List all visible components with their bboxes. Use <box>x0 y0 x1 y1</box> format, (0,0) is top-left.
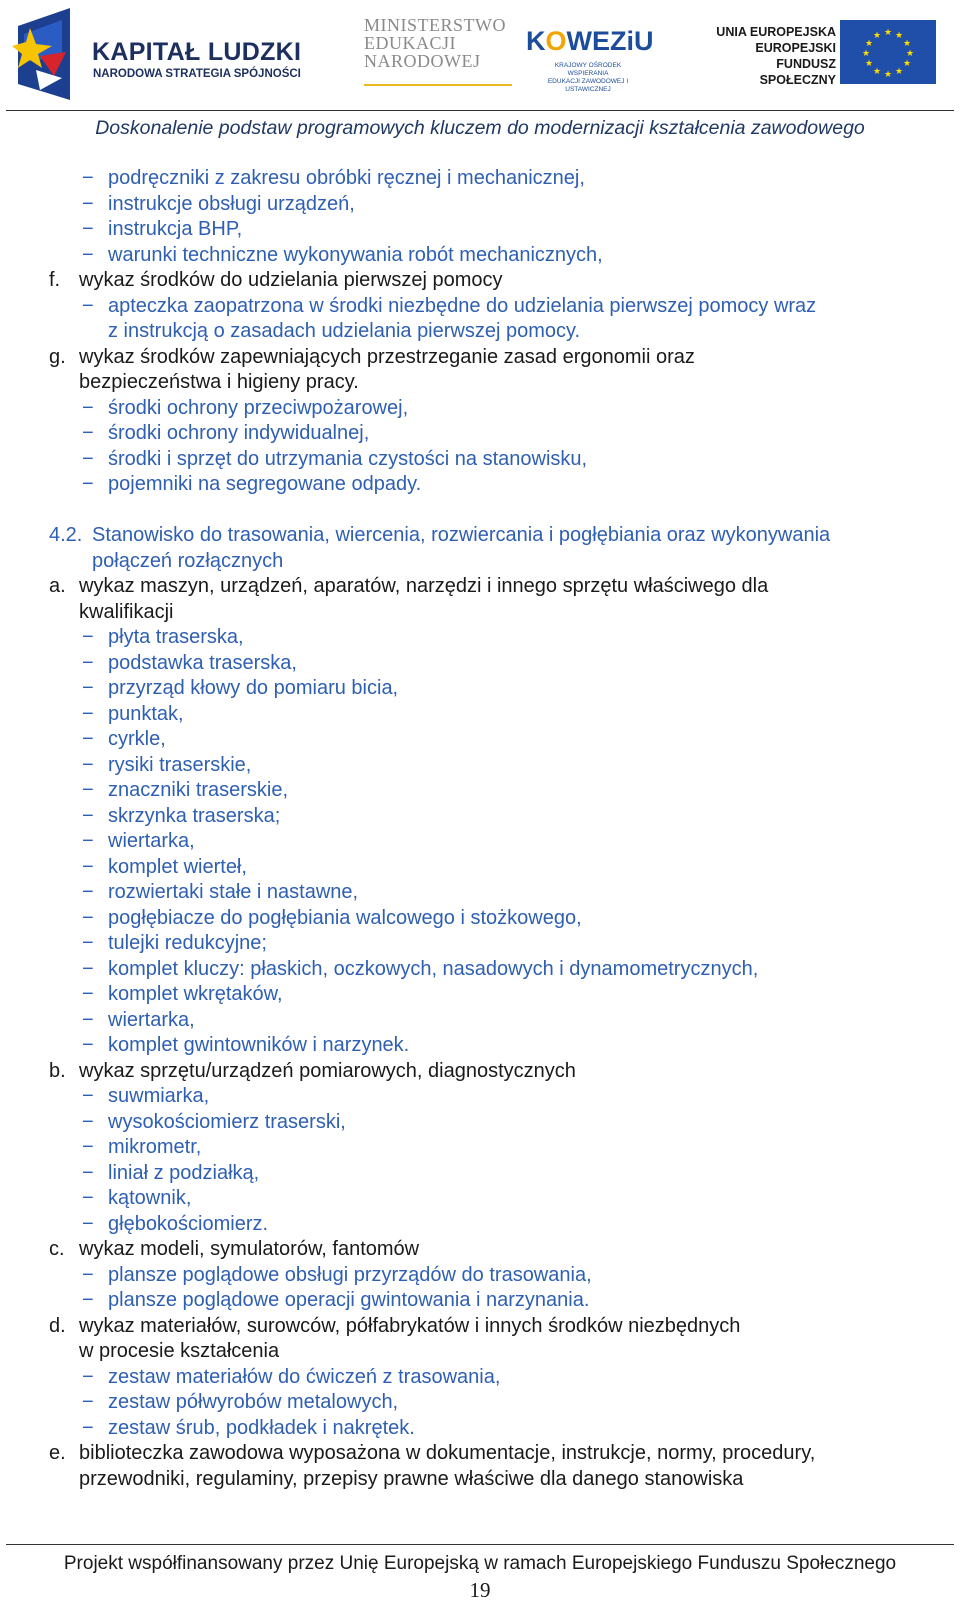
list-item: wysokościomierz traserski, <box>108 1110 346 1133</box>
list-item: punktak, <box>108 702 184 725</box>
footer-text: Projekt współfinansowany przez Unię Europejską w ramach Europejskiego Funduszu Społecznego <box>63 1553 897 1574</box>
dash-marker: − <box>82 651 94 674</box>
dash-marker: − <box>82 855 94 878</box>
list-item: przyrząd kłowy do pomiaru bicia, <box>108 677 399 699</box>
dash-marker: − <box>82 1187 94 1209</box>
kowezu-subtitle-1: KRAJOWY OŚRODEK WSPIERANIA <box>554 62 622 77</box>
section-number: 4.2. <box>49 524 83 546</box>
list-item-continuation: z instrukcją o zasadach udzielania pierwszej pomocy. <box>108 320 581 342</box>
list-item: płyta traserska, <box>108 626 244 648</box>
item-e-text-cont: przewodniki, regulaminy, przepisy prawne właściwe dla danego stanowiska <box>79 1467 744 1490</box>
list-item: środki ochrony indywidualnej, <box>108 422 370 444</box>
dash-marker: − <box>82 1136 94 1158</box>
svg-text:★: ★ <box>902 59 912 69</box>
dash-marker: − <box>82 957 94 980</box>
dash-marker: − <box>82 1416 94 1439</box>
svg-text:★: ★ <box>872 67 882 77</box>
list-item: zestaw materiałów do ćwiczeń z trasowania, <box>108 1365 501 1388</box>
list-item: rozwiertaki stałe i nastawne, <box>108 881 359 903</box>
dash-marker: − <box>82 1161 94 1184</box>
list-item: wiertarka, <box>108 1008 195 1031</box>
dash-marker: − <box>82 1110 94 1133</box>
ministry-line-1: MINISTERSTWO <box>364 15 506 35</box>
ministry-logo <box>364 16 512 86</box>
svg-text:★: ★ <box>861 49 871 59</box>
item-f-text: wykaz środków do udzielania pierwszej pomocy <box>79 269 503 291</box>
list-item: znaczniki traserskie, <box>108 779 289 801</box>
dash-marker: − <box>82 779 94 801</box>
list-item: tulejki redukcyjne; <box>108 932 267 954</box>
eu-line-2: EUROPEJSKI <box>755 41 836 55</box>
list-item: pogłębiacze do pogłębiania walcowego i stożkowego, <box>108 906 582 929</box>
item-c-text: wykaz modeli, symulatorów, fantomów <box>79 1238 420 1260</box>
kapital-ludzki-subtitle: NARODOWA STRATEGIA SPÓJNOŚCI <box>93 68 301 80</box>
dash-marker: − <box>82 983 94 1005</box>
item-b-text: wykaz sprzętu/urządzeń pomiarowych, diagnostycznych <box>79 1059 576 1082</box>
dash-marker: − <box>82 1085 94 1107</box>
kowezu-title-rest: WEZiU <box>566 26 654 56</box>
list-item: środki i sprzęt do utrzymania czystości na stanowisku, <box>108 447 588 470</box>
list-item: pojemniki na segregowane odpady. <box>108 473 422 495</box>
dash-marker: − <box>82 906 94 929</box>
dash-marker: − <box>82 702 94 725</box>
svg-text:★: ★ <box>864 59 874 69</box>
kowezu-title-k: K <box>526 26 546 56</box>
svg-text:★: ★ <box>905 49 915 59</box>
dash-marker: − <box>82 167 94 189</box>
dash-marker: − <box>82 1212 94 1235</box>
kowezu-title <box>526 26 654 57</box>
list-item: zestaw śrub, podkładek i nakrętek. <box>108 1416 415 1439</box>
svg-text:★: ★ <box>894 67 904 77</box>
list-item: komplet wkrętaków, <box>108 983 283 1005</box>
list-item: podręczniki z zakresu obróbki ręcznej i mechanicznej, <box>108 167 585 189</box>
page-number: 19 <box>469 1578 491 1602</box>
list-item: wiertarka, <box>108 830 195 852</box>
kowezu-subtitle <box>538 62 638 94</box>
item-d-text-cont: w procesie kształcenia <box>79 1340 280 1362</box>
list-item: głębokościomierz. <box>108 1212 269 1235</box>
dash-marker: − <box>82 804 94 827</box>
item-a-text: wykaz maszyn, urządzeń, aparatów, narzędzi i innego sprzętu właściwego dla <box>79 575 769 597</box>
eu-line-1: UNIA EUROPEJSKA <box>716 25 836 39</box>
eu-line-3: FUNDUSZ SPOŁECZNY <box>759 57 836 87</box>
dash-marker: − <box>82 1289 94 1311</box>
list-item: instrukcje obsługi urządzeń, <box>108 192 355 215</box>
item-marker-a: a. <box>49 575 66 597</box>
list-item: skrzynka traserska; <box>108 804 281 827</box>
dash-marker: − <box>82 396 94 419</box>
ministry-line-3: NARODOWEJ <box>364 51 481 71</box>
list-item: zestaw półwyrobów metalowych, <box>108 1391 399 1413</box>
dash-marker: − <box>82 677 94 699</box>
list-item: środki ochrony przeciwpożarowej, <box>108 396 409 419</box>
dash-marker: − <box>82 1263 94 1286</box>
list-item: komplet kluczy: płaskich, oczkowych, nasadowych i dynamometrycznych, <box>108 957 759 980</box>
kowezu-logo <box>526 14 654 93</box>
svg-text:★: ★ <box>894 31 904 41</box>
dash-marker: − <box>82 1391 94 1413</box>
list-item: cyrkle, <box>108 728 166 750</box>
kapital-ludzki-logo <box>6 4 311 104</box>
svg-text:★: ★ <box>872 31 882 41</box>
dash-marker: − <box>82 626 94 648</box>
dash-marker: − <box>82 218 94 240</box>
list-item: apteczka zaopatrzona w środki niezbędne do udzielania pierwszej pomocy wraz <box>108 294 817 317</box>
list-item: rysiki traserskie, <box>108 753 252 776</box>
dash-marker: − <box>82 294 94 317</box>
section-title-cont: połączeń rozłącznych <box>92 549 284 572</box>
eu-logo <box>700 16 948 86</box>
dash-marker: − <box>82 447 94 470</box>
item-g-text: wykaz środków zapewniających przestrzeganie zasad ergonomii oraz <box>79 345 695 368</box>
dash-marker: − <box>82 473 94 495</box>
kapital-ludzki-emblem-icon <box>10 6 74 102</box>
item-marker-f: f. <box>49 269 61 291</box>
item-marker-e: e. <box>49 1442 66 1464</box>
dash-marker: − <box>82 1365 94 1388</box>
dash-marker: − <box>82 753 94 776</box>
list-item: podstawka traserska, <box>108 651 297 674</box>
dash-marker: − <box>82 728 94 750</box>
svg-text:★: ★ <box>902 39 912 49</box>
dash-marker: − <box>82 932 94 954</box>
kowezu-title-o: O <box>545 26 567 56</box>
dash-marker: − <box>82 422 94 444</box>
list-item: liniał z podziałką, <box>108 1161 260 1184</box>
item-a-text-cont: kwalifikacji <box>79 600 174 623</box>
svg-text:★: ★ <box>883 70 893 80</box>
ministry-line-2: EDUKACJI <box>364 33 456 53</box>
item-marker-g: g. <box>49 345 66 368</box>
kapital-ludzki-title: KAPITAŁ LUDZKI <box>92 38 302 66</box>
list-item: plansze poglądowe operacji gwintowania i narzynania. <box>108 1289 590 1311</box>
list-item: warunki techniczne wykonywania robót mechanicznych, <box>108 243 603 266</box>
section-title: Stanowisko do trasowania, wiercenia, rozwiercania i pogłębiania oraz wykonywania <box>92 524 831 546</box>
list-item: plansze poglądowe obsługi przyrządów do trasowania, <box>108 1263 592 1286</box>
list-item: mikrometr, <box>108 1136 202 1158</box>
eu-text <box>700 24 836 88</box>
document-title: Doskonalenie podstaw programowych kluczem do modernizacji kształcenia zawodowego <box>95 117 865 139</box>
dash-marker: − <box>82 830 94 852</box>
item-g-text-cont: bezpieczeństwa i higieny pracy. <box>79 371 359 393</box>
eu-flag-icon <box>840 20 936 84</box>
item-marker-c: c. <box>49 1238 65 1260</box>
dash-marker: − <box>82 881 94 903</box>
kowezu-subtitle-2: EDUKACJI ZAWODOWEJ I USTAWICZNEJ <box>547 78 629 93</box>
list-item: instrukcja BHP, <box>108 218 243 240</box>
list-item: kątownik, <box>108 1187 192 1209</box>
svg-text:★: ★ <box>883 28 893 38</box>
item-marker-d: d. <box>49 1314 66 1337</box>
dash-marker: − <box>82 243 94 266</box>
list-item: komplet wierteł, <box>108 855 247 878</box>
list-item: komplet gwintowników i narzynek. <box>108 1034 410 1056</box>
list-item: suwmiarka, <box>108 1085 210 1107</box>
header-divider <box>6 110 954 111</box>
footer-divider <box>6 1544 954 1545</box>
header-logos <box>0 0 960 110</box>
item-marker-b: b. <box>49 1059 66 1082</box>
svg-text:★: ★ <box>864 39 874 49</box>
dash-marker: − <box>82 1008 94 1031</box>
dash-marker: − <box>82 1034 94 1056</box>
dash-marker: − <box>82 192 94 215</box>
item-d-text: wykaz materiałów, surowców, półfabrykatów i innych środków niezbędnych <box>79 1314 741 1337</box>
item-e-text: biblioteczka zawodowa wyposażona w dokumentacje, instrukcje, normy, procedury, <box>79 1442 816 1464</box>
